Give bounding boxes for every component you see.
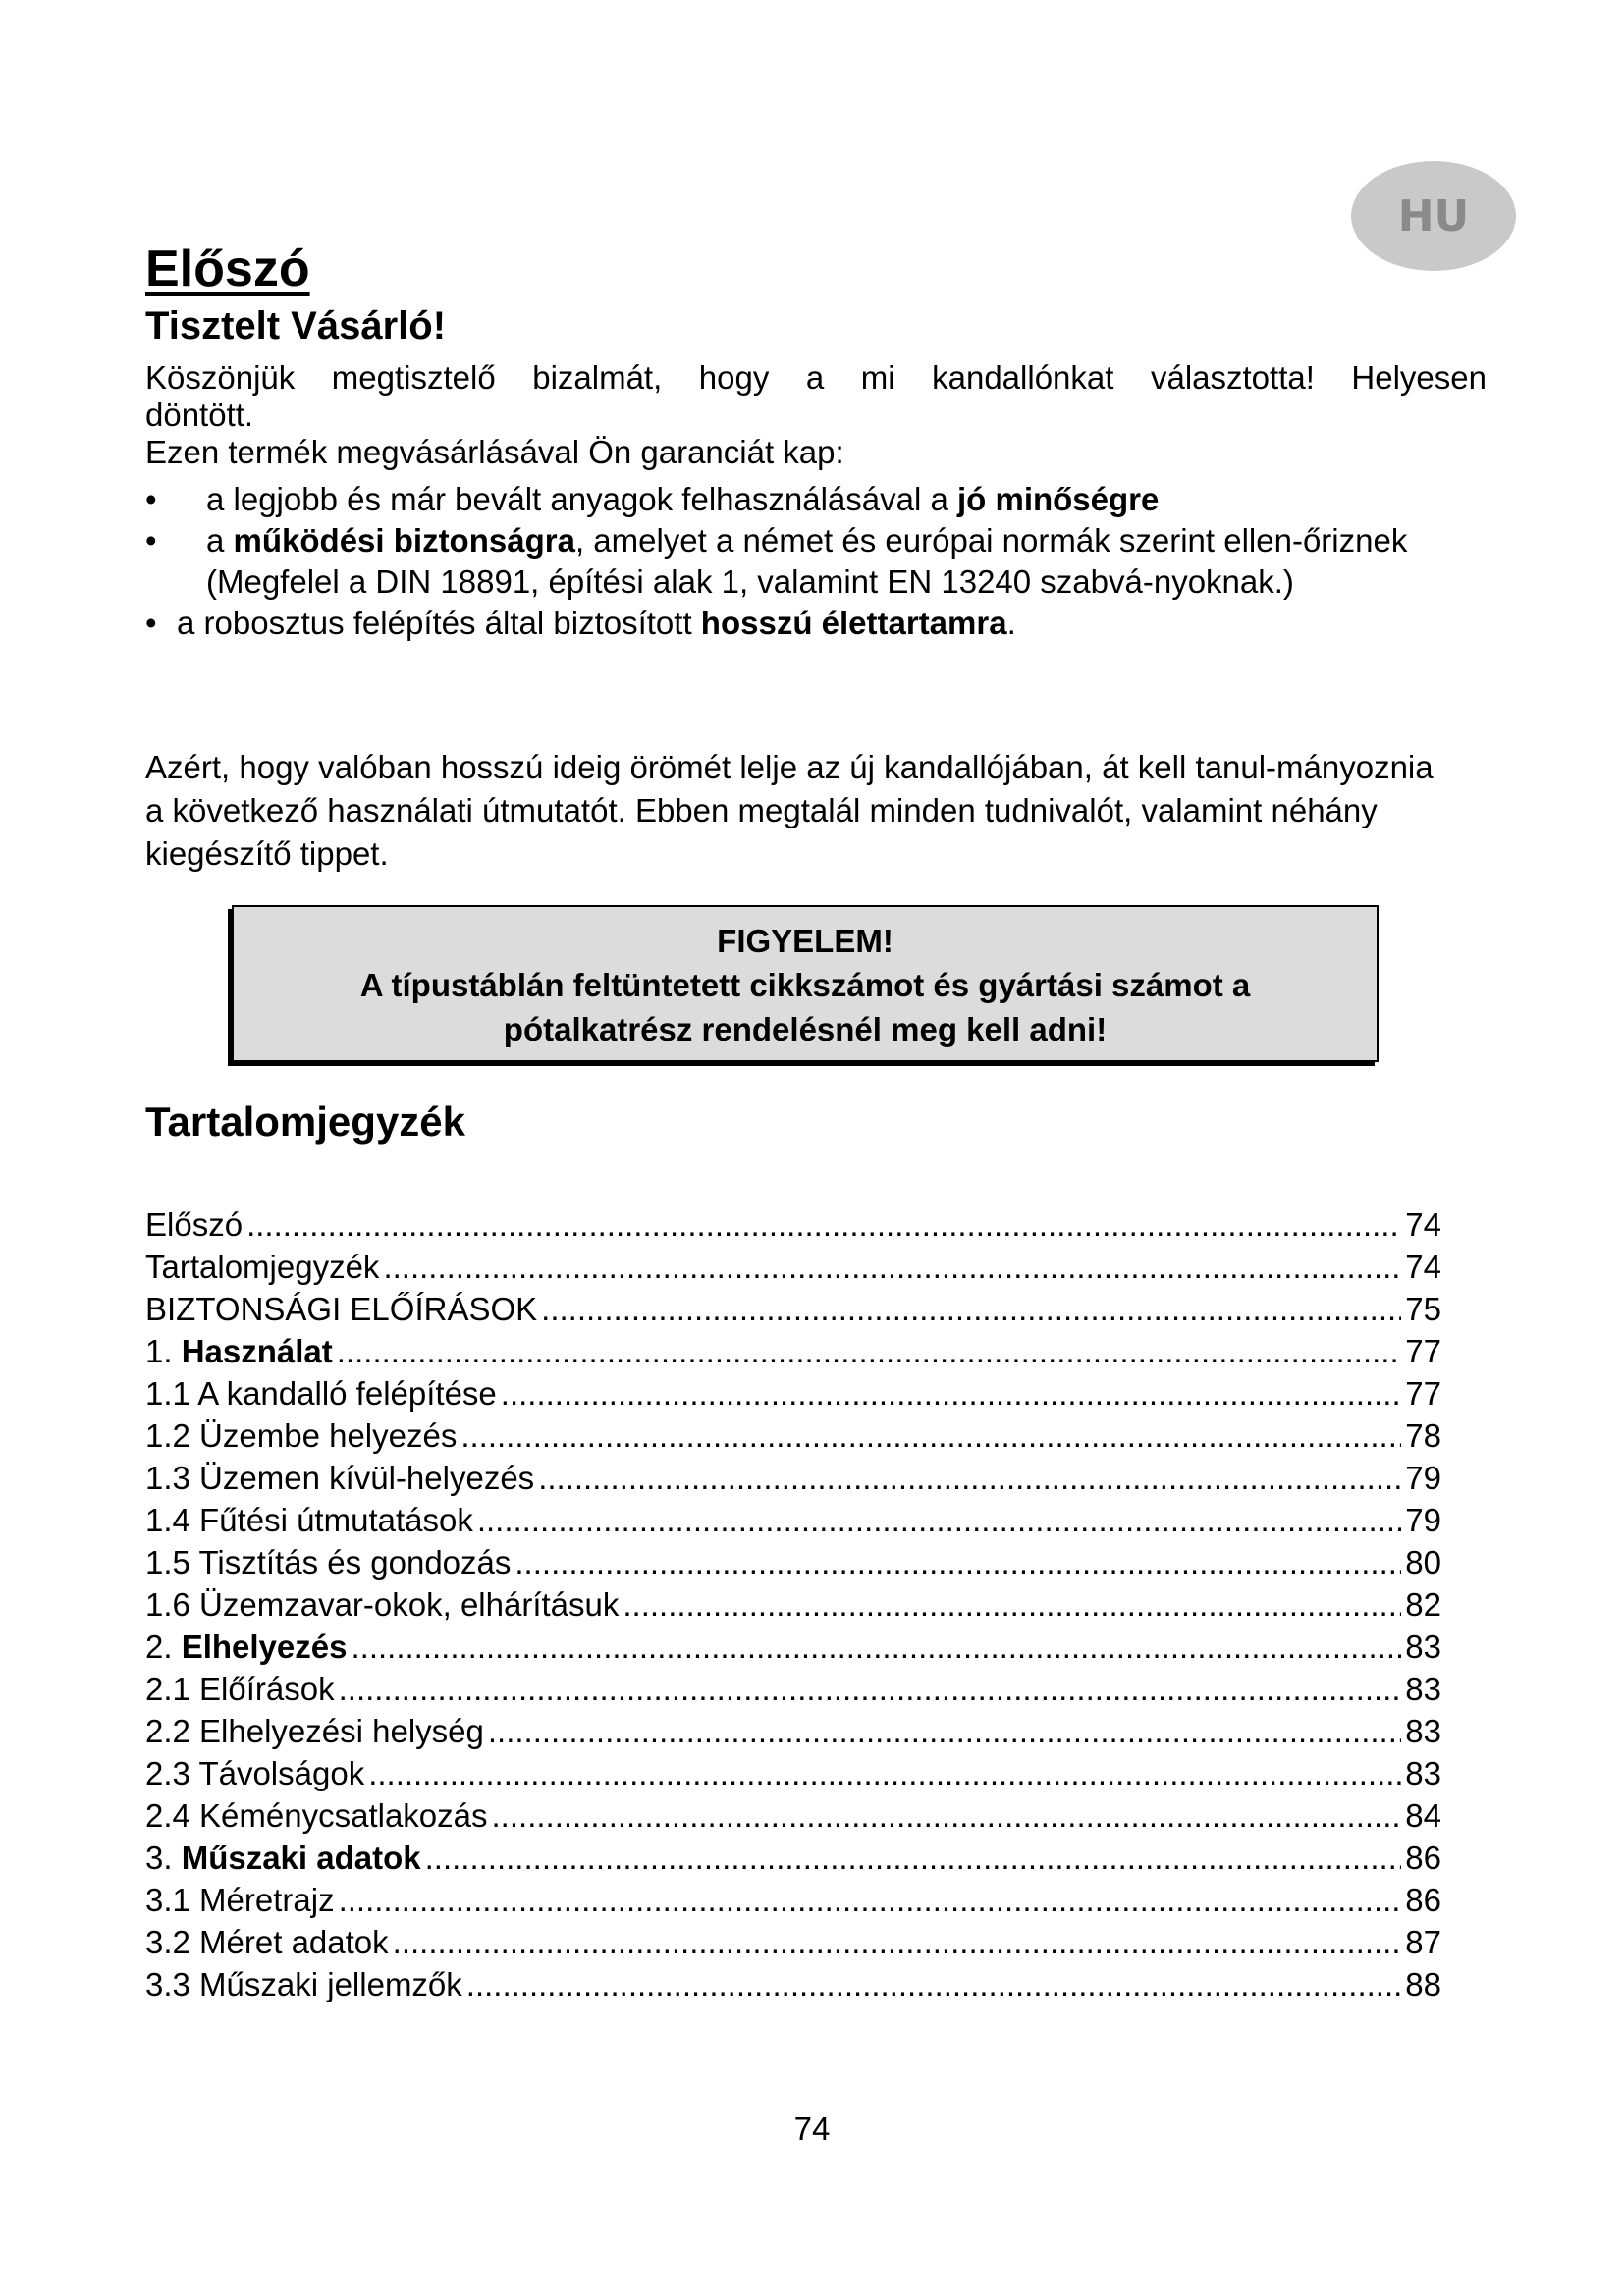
intro-line: döntött. [145, 397, 254, 433]
warning-title: FIGYELEM! [717, 923, 893, 959]
toc-row [145, 1626, 1441, 1668]
toc-page: 77 [1405, 1333, 1441, 1369]
toc-leader [514, 1541, 1401, 1583]
toc-page: 75 [1405, 1291, 1441, 1327]
toc-label: 3.1 Méretrajz [145, 1882, 335, 1918]
toc-page: 74 [1405, 1206, 1441, 1243]
toc-label: 1.5 Tisztítás és gondozás [145, 1544, 512, 1580]
toc-page: 83 [1405, 1671, 1441, 1707]
toc-page: 86 [1405, 1840, 1441, 1876]
toc-label: Előszó [145, 1206, 244, 1243]
toc-page: 78 [1405, 1417, 1441, 1454]
toc-row [145, 1499, 1441, 1541]
toc-row [145, 1752, 1441, 1794]
toc-leader [393, 1921, 1402, 1963]
toc-leader [460, 1415, 1401, 1457]
toc-label: BIZTONSÁGI ELŐÍRÁSOK [145, 1291, 538, 1327]
toc-leader [351, 1626, 1401, 1668]
toc-label: 2.2 Elhelyezési helység [145, 1713, 484, 1749]
toc-leader [339, 1879, 1402, 1921]
toc-page: 83 [1405, 1629, 1441, 1665]
benefit-list [145, 479, 1487, 644]
toc-page: 79 [1405, 1502, 1441, 1538]
toc-label: 1.1 A kandalló felépítése [145, 1375, 497, 1412]
usage-paragraph: Azért, hogy valóban hosszú ideig örömét lelje az új kandallójában, át kell tanul-mányoznia a következő használati útmutatót. Ebben megtalál minden tudnivalót, valamint néhány kiegészítő tippet. [145, 749, 1434, 872]
toc-leader [492, 1794, 1402, 1837]
warning-box [232, 905, 1379, 1062]
toc-label: 1. Használat [145, 1333, 333, 1369]
toc-leader [623, 1583, 1401, 1626]
toc-page: 83 [1405, 1713, 1441, 1749]
toc-label: 1.6 Üzemzavar-okok, elhárításuk [145, 1586, 620, 1623]
toc-label: 1.4 Fűtési útmutatások [145, 1502, 473, 1538]
toc-leader [466, 1963, 1402, 2005]
toc-label: 3.3 Műszaki jellemzők [145, 1966, 462, 2002]
toc-row [145, 1415, 1441, 1457]
toc-leader [337, 1330, 1402, 1372]
toc-page: 77 [1405, 1375, 1441, 1412]
toc-row [145, 1921, 1441, 1963]
toc-row [145, 1963, 1441, 2005]
toc-leader [246, 1203, 1401, 1246]
toc-row [145, 1457, 1441, 1499]
toc-row [145, 1288, 1441, 1330]
toc-row [145, 1203, 1441, 1246]
toc-label: Tartalomjegyzék [145, 1249, 380, 1285]
toc-leader [339, 1668, 1402, 1710]
toc-row [145, 1668, 1441, 1710]
toc-label: 2. Elhelyezés [145, 1629, 348, 1665]
toc-label: 2.4 Kéménycsatlakozás [145, 1797, 488, 1834]
toc-row [145, 1794, 1441, 1837]
toc-label: 1.3 Üzemen kívül-helyezés [145, 1460, 535, 1496]
toc-page: 88 [1405, 1966, 1441, 2002]
toc-row [145, 1710, 1441, 1752]
page-title: Előszó [145, 240, 310, 297]
warning-line: pótalkatrész rendelésnél meg kell adni! [503, 1011, 1108, 1047]
toc-leader [425, 1837, 1402, 1879]
page-number: 74 [793, 2110, 831, 2147]
toc-page: 87 [1405, 1924, 1441, 1960]
toc-leader [541, 1288, 1401, 1330]
list-item-text: a működési biztonságra, amelyet a német és európai normák szerint ellen-őriznek (Megfelel a DIN 18891, építési alak 1, valamint EN 13240 szabvá-nyoknak.) [206, 522, 1408, 600]
toc-page: 82 [1405, 1586, 1441, 1623]
toc-label: 1.2 Üzembe helyezés [145, 1417, 458, 1454]
toc-leader [383, 1246, 1401, 1288]
toc-row [145, 1541, 1441, 1583]
toc-leader [477, 1499, 1401, 1541]
toc-row [145, 1330, 1441, 1372]
toc-leader [368, 1752, 1401, 1794]
bullet-icon: • [145, 522, 157, 559]
toc-page: 80 [1405, 1544, 1441, 1580]
toc-page: 83 [1405, 1755, 1441, 1791]
warning-line: A típustáblán feltüntetett cikkszámot és gyártási számot a [359, 967, 1251, 1003]
intro-line: Ezen termék megvásárlásával Ön garanciát kap: [145, 434, 844, 470]
list-item [145, 520, 1487, 603]
toc-label: 2.1 Előírások [145, 1671, 335, 1707]
toc-row [145, 1246, 1441, 1288]
intro-section [145, 359, 1487, 644]
toc-leader [501, 1372, 1402, 1415]
list-item [145, 479, 1487, 520]
language-badge: HU [1351, 161, 1516, 271]
toc-label: 3. Műszaki adatok [145, 1840, 421, 1876]
toc-page: 79 [1405, 1460, 1441, 1496]
toc-row [145, 1837, 1441, 1879]
toc-label: 3.2 Méret adatok [145, 1924, 389, 1960]
table-of-contents [145, 1203, 1441, 2005]
toc-page: 84 [1405, 1797, 1441, 1834]
bullet-icon: • [145, 605, 157, 641]
toc-row [145, 1879, 1441, 1921]
bullet-icon: • [145, 481, 157, 517]
list-item [145, 603, 1487, 644]
greeting-heading: Tisztelt Vásárló! [145, 304, 447, 347]
toc-page: 86 [1405, 1882, 1441, 1918]
toc-leader [488, 1710, 1401, 1752]
toc-page: 74 [1405, 1249, 1441, 1285]
toc-leader [538, 1457, 1401, 1499]
toc-row [145, 1583, 1441, 1626]
list-item-text: a legjobb és már bevált anyagok felhasználásával a jó minőségre [206, 481, 1160, 517]
list-item-text: a robosztus felépítés által biztosított hosszú élettartamra. [177, 605, 1016, 641]
intro-line: Köszönjük megtisztelő bizalmát, hogy a mi kandallónkat választotta! Helyesen [145, 359, 1487, 396]
toc-row [145, 1372, 1441, 1415]
toc-label: 2.3 Távolságok [145, 1755, 365, 1791]
toc-title: Tartalomjegyzék [145, 1098, 466, 1145]
